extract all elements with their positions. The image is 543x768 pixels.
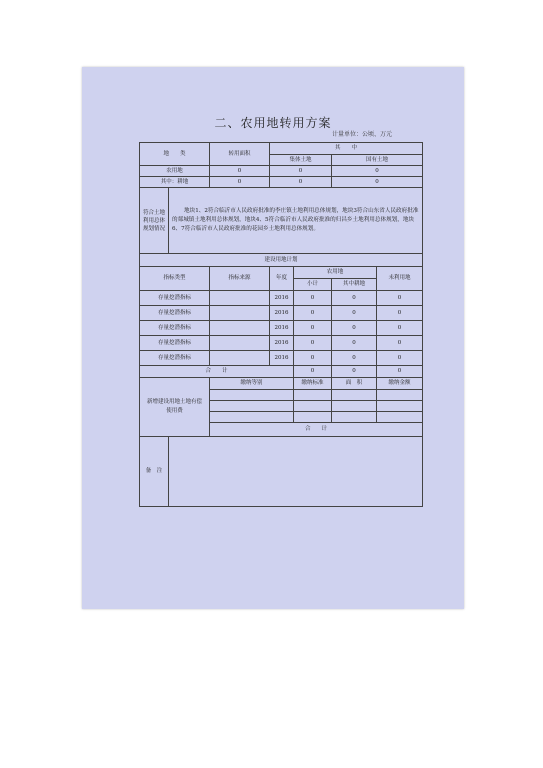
- plan-total-label: 合 计: [140, 366, 294, 378]
- cultivated-cell: 0: [332, 321, 377, 336]
- fee-label: 新增建设用地土地有偿使用费: [140, 378, 210, 437]
- compliance-text: 地块1、2符合临沂市人民政府批准的李庄镇土地利用总体规划，地块3符合山东省人民政府批准的郯城镇土地利用总体规划，地块4、5符合临沂市人民政府批准的归昌乡土地利用总体规划，地块6、7符合临沂市人民政府批准的花园乡土地利用总体规划。: [169, 188, 423, 254]
- header-converted-area: 转用面积: [210, 143, 270, 166]
- remarks-content: [169, 437, 423, 507]
- subtotal-cell: 0: [294, 351, 332, 366]
- unit-note: 计量单位：公顷、万元: [331, 131, 392, 138]
- header-unused-land: 未利用地: [377, 267, 423, 291]
- area-cell: 0: [210, 177, 270, 188]
- table-row: [140, 166, 423, 177]
- collective-cell: 0: [270, 177, 332, 188]
- table-row: [140, 321, 423, 336]
- total-cultivated-cell: 0: [332, 366, 377, 378]
- header-fee-amount: 缴纳金额: [377, 378, 423, 390]
- indicator-source-cell: [210, 306, 270, 321]
- table-row: [140, 351, 423, 366]
- year-cell: 2016: [270, 351, 294, 366]
- table-row: [140, 291, 423, 306]
- header-among: 其 中: [270, 143, 423, 155]
- compliance-label: 符合土地利用总体规划情况: [140, 188, 169, 254]
- indicator-source-cell: [210, 291, 270, 306]
- indicator-source-cell: [210, 321, 270, 336]
- unused-cell: 0: [377, 306, 423, 321]
- cultivated-cell: 0: [332, 291, 377, 306]
- header-indicator-source: 指标来源: [210, 267, 270, 291]
- table-row: [140, 306, 423, 321]
- header-cultivated: 其中耕地: [332, 279, 377, 291]
- table-row: [140, 336, 423, 351]
- header-state-land: 国有土地: [332, 155, 423, 166]
- table-row: [140, 177, 423, 188]
- header-agri-land: 农用地: [294, 267, 377, 279]
- indicator-type-cell: 存量挖潜指标: [140, 351, 210, 366]
- header-fee-standard: 缴纳标准: [294, 378, 332, 390]
- indicator-type-cell: 存量挖潜指标: [140, 306, 210, 321]
- collective-cell: 0: [270, 166, 332, 177]
- page-title: 二、农用地转用方案: [214, 116, 332, 130]
- unused-cell: 0: [377, 351, 423, 366]
- cultivated-cell: 0: [332, 351, 377, 366]
- fee-total-label: 合 计: [210, 423, 423, 437]
- header-subtotal: 小计: [294, 279, 332, 291]
- total-row: [140, 366, 423, 378]
- area-cell: 0: [210, 166, 270, 177]
- year-cell: 2016: [270, 336, 294, 351]
- unused-cell: 0: [377, 291, 423, 306]
- subtotal-cell: 0: [294, 336, 332, 351]
- indicator-source-cell: [210, 351, 270, 366]
- state-cell: 0: [332, 166, 423, 177]
- conversion-plan-table: [139, 142, 423, 507]
- unused-cell: 0: [377, 321, 423, 336]
- land-type-cell: 农用地: [140, 166, 210, 177]
- subtotal-cell: 0: [294, 321, 332, 336]
- indicator-type-cell: 存量挖潜指标: [140, 321, 210, 336]
- state-cell: 0: [332, 177, 423, 188]
- subtotal-cell: 0: [294, 306, 332, 321]
- cultivated-cell: 0: [332, 306, 377, 321]
- header-fee-area: 面 积: [332, 378, 377, 390]
- header-fee-grade: 缴纳等别: [210, 378, 294, 390]
- indicator-type-cell: 存量挖潜指标: [140, 336, 210, 351]
- plan-header: 建设用地计划: [140, 254, 423, 267]
- total-subtotal-cell: 0: [294, 366, 332, 378]
- unused-cell: 0: [377, 336, 423, 351]
- total-unused-cell: 0: [377, 366, 423, 378]
- remarks-label: 备 注: [140, 437, 169, 507]
- year-cell: 2016: [270, 291, 294, 306]
- document-page: [82, 67, 464, 609]
- year-cell: 2016: [270, 321, 294, 336]
- header-land-type: 地 类: [140, 143, 210, 166]
- header-collective-land: 集体土地: [270, 155, 332, 166]
- year-cell: 2016: [270, 306, 294, 321]
- indicator-type-cell: 存量挖潜指标: [140, 291, 210, 306]
- header-year: 年度: [270, 267, 294, 291]
- subtotal-cell: 0: [294, 291, 332, 306]
- cultivated-cell: 0: [332, 336, 377, 351]
- header-indicator-type: 指标类型: [140, 267, 210, 291]
- land-type-cell: 其中：耕地: [140, 177, 210, 188]
- indicator-source-cell: [210, 336, 270, 351]
